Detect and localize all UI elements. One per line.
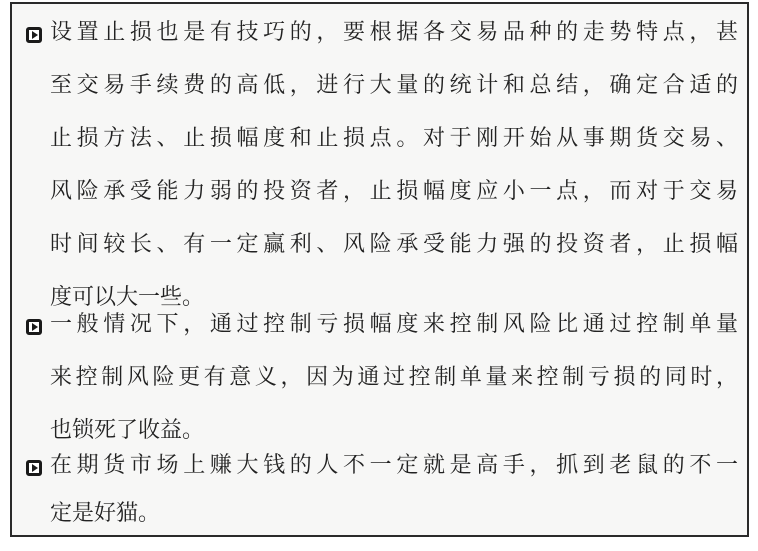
tip-line: 风险承受能力弱的投资者，止损幅度应小一点，而对于交易 xyxy=(50,179,738,204)
tip-line: 定是好猫。 xyxy=(50,501,161,526)
tip-line: 至交易手续费的高低，进行大量的统计和总结，确定合适的 xyxy=(50,73,738,98)
tip-line: 度可以大一些。 xyxy=(50,285,205,310)
tip-line: 止损方法、止损幅度和止损点。对于刚开始从事期货交易、 xyxy=(50,126,738,151)
tips-box xyxy=(10,2,749,537)
tip-line: 在期货市场上赚大钱的人不一定就是高手，抓到老鼠的不一 xyxy=(50,453,738,478)
bullet-icon xyxy=(26,460,42,476)
bullet-icon xyxy=(26,319,42,335)
tip-line: 也锁死了收益。 xyxy=(50,418,205,443)
bullet-icon xyxy=(26,27,42,43)
tip-line: 一般情况下，通过控制亏损幅度来控制风险比通过控制单量 xyxy=(50,312,738,337)
tip-line: 设置止损也是有技巧的，要根据各交易品种的走势特点，甚 xyxy=(50,20,738,45)
tip-line: 时间较长、有一定赢利、风险承受能力强的投资者，止损幅 xyxy=(50,232,738,257)
tip-line: 来控制风险更有意义，因为通过控制单量来控制亏损的同时， xyxy=(50,365,738,390)
